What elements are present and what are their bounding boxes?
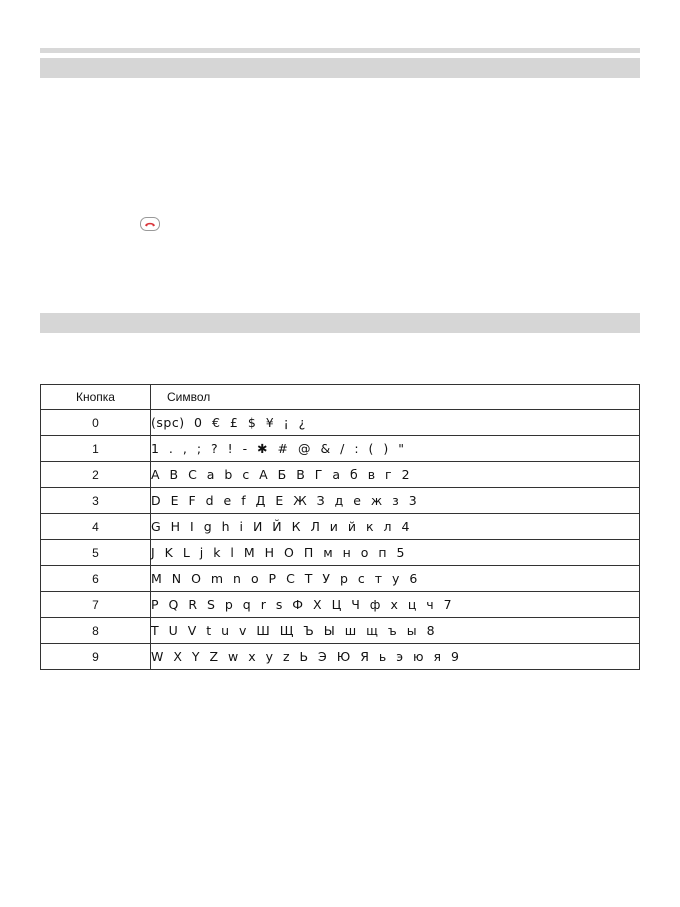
key-cell: 3 (41, 488, 151, 514)
top-rule (40, 48, 640, 53)
symbols-cell: G H I g h i И Й К Л и й к л 4 (151, 514, 640, 540)
key-cell: 9 (41, 644, 151, 670)
key-cell: 1 (41, 436, 151, 462)
table-row (41, 618, 640, 644)
character-map-table (40, 384, 640, 670)
key-cell: 0 (41, 410, 151, 436)
table-row (41, 592, 640, 618)
symbols-cell: P Q R S p q r s Ф Х Ц Ч ф х ц ч 7 (151, 592, 640, 618)
key-cell: 8 (41, 618, 151, 644)
symbols-cell: (spc) 0 € £ $ ¥ ¡ ¿ (151, 410, 640, 436)
table-row (41, 436, 640, 462)
symbols-cell: 1 . , ; ? ! - ✱ # @ & / : ( ) " (151, 436, 640, 462)
end-call-icon (140, 217, 160, 231)
key-cell: 4 (41, 514, 151, 540)
symbols-cell: D E F d e f Д Е Ж З д е ж з 3 (151, 488, 640, 514)
key-cell: 7 (41, 592, 151, 618)
table-header-row (41, 385, 640, 410)
section-header-bar (40, 313, 640, 333)
column-header-symbol: Символ (151, 385, 640, 410)
table-row (41, 514, 640, 540)
symbols-cell: M N O m n o Р С Т У р с т у 6 (151, 566, 640, 592)
key-cell: 5 (41, 540, 151, 566)
table-row (41, 488, 640, 514)
symbols-cell: J K L j k l М Н О П м н о п 5 (151, 540, 640, 566)
symbols-cell: T U V t u v Ш Щ Ъ Ы ш щ ъ ы 8 (151, 618, 640, 644)
section-header-bar (40, 58, 640, 78)
table-row (41, 566, 640, 592)
table-row (41, 410, 640, 436)
symbols-cell: W X Y Z w x y z Ь Э Ю Я ь э ю я 9 (151, 644, 640, 670)
key-cell: 2 (41, 462, 151, 488)
key-cell: 6 (41, 566, 151, 592)
table-row (41, 462, 640, 488)
symbols-cell: A B C a b c А Б В Г а б в г 2 (151, 462, 640, 488)
table-row (41, 540, 640, 566)
column-header-key: Кнопка (41, 385, 151, 410)
table-row (41, 644, 640, 670)
